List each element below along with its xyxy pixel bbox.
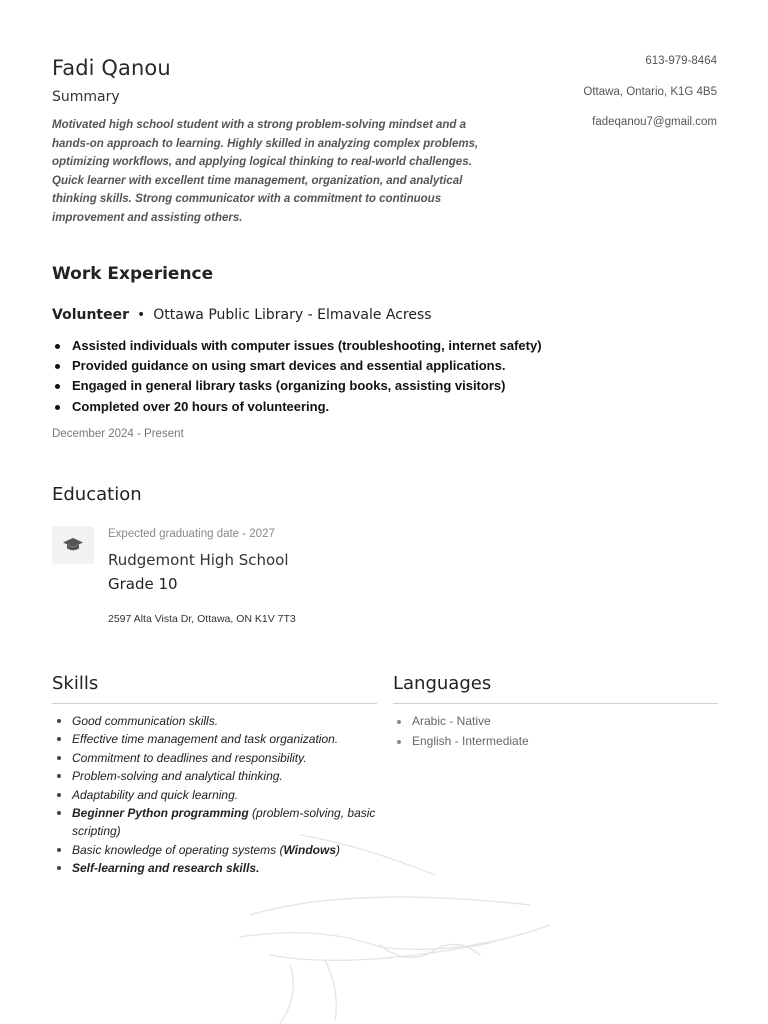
skill-item — [72, 712, 382, 730]
summary-heading: Summary — [52, 89, 120, 105]
skill-item — [72, 730, 382, 748]
job-organization: Ottawa Public Library - Elmavale Acress — [153, 307, 432, 323]
languages-heading: Languages — [393, 673, 492, 694]
languages-divider — [393, 703, 718, 704]
education-heading: Education — [52, 484, 142, 505]
job-separator: • — [137, 307, 146, 323]
skill-text: Good communication skills. — [72, 714, 219, 728]
job-bullet: Provided guidance on using smart devices and essential applications. — [72, 356, 542, 376]
skill-item — [72, 749, 382, 767]
school-name: Rudgemont High School — [108, 551, 289, 569]
graduation-cap-icon — [52, 526, 94, 564]
job-bullet: Assisted individuals with computer issues (troubleshooting, internet safety) — [72, 336, 542, 356]
skill-text: Problem-solving and analytical thinking. — [72, 769, 283, 784]
language-item: English - Intermediate — [412, 732, 529, 752]
skill-text: Basic knowledge of operating systems ( — [72, 842, 284, 857]
job-bullet: Engaged in general library tasks (organizing books, assisting visitors) — [72, 376, 542, 396]
school-address: 2597 Alta Vista Dr, Ottawa, ON K1V 7T3 — [108, 613, 296, 625]
skill-text-bold: Self-learning and research skills. — [72, 861, 260, 876]
skills-heading: Skills — [52, 673, 99, 694]
skill-text: (problem-solving, basic scripting) — [72, 806, 376, 839]
signature-watermark — [230, 825, 570, 1024]
skill-item — [72, 786, 382, 804]
skill-item — [72, 767, 382, 785]
job-bullets — [72, 336, 542, 417]
skill-text: ) — [336, 842, 340, 857]
skill-text-bold: Windows — [283, 842, 336, 857]
contact-address: Ottawa, Ontario, K1G 4B5 — [583, 86, 717, 98]
skill-text: Commitment to deadlines and responsibility. — [72, 750, 307, 765]
expected-graduation: Expected graduating date - 2027 — [108, 528, 275, 540]
job-bullet: Completed over 20 hours of volunteering. — [72, 397, 542, 417]
languages-list — [412, 712, 529, 751]
name-heading: Fadi Qanou — [52, 56, 171, 80]
skill-text-bold: Beginner Python programming — [72, 806, 249, 821]
contact-phone: 613-979-8464 — [645, 55, 717, 67]
work-experience-heading: Work Experience — [52, 264, 214, 284]
skills-divider — [52, 703, 377, 704]
grade-level: Grade 10 — [108, 575, 178, 593]
job-line — [52, 307, 432, 323]
summary-text: Motivated high school student with a strong problem-solving mindset and a hands-on approach to learning. Highly skilled in analyzing complex problems, optimizing workflows, and applying logical thinking to real-world challenges. Quick learner with excellent time management, organization, and analytical thinking skills. Strong communicator with a commitment to continuous improvement and assisting others. — [52, 119, 479, 224]
contact-email[interactable]: fadeqanou7@gmail.com — [592, 116, 717, 128]
skill-text: Adaptability and quick learning. — [72, 787, 239, 802]
job-dates: December 2024 - Present — [52, 428, 184, 440]
skill-text: Effective time management and task organization. — [72, 732, 339, 747]
language-item: Arabic - Native — [412, 712, 529, 732]
job-title: Volunteer — [52, 307, 130, 323]
